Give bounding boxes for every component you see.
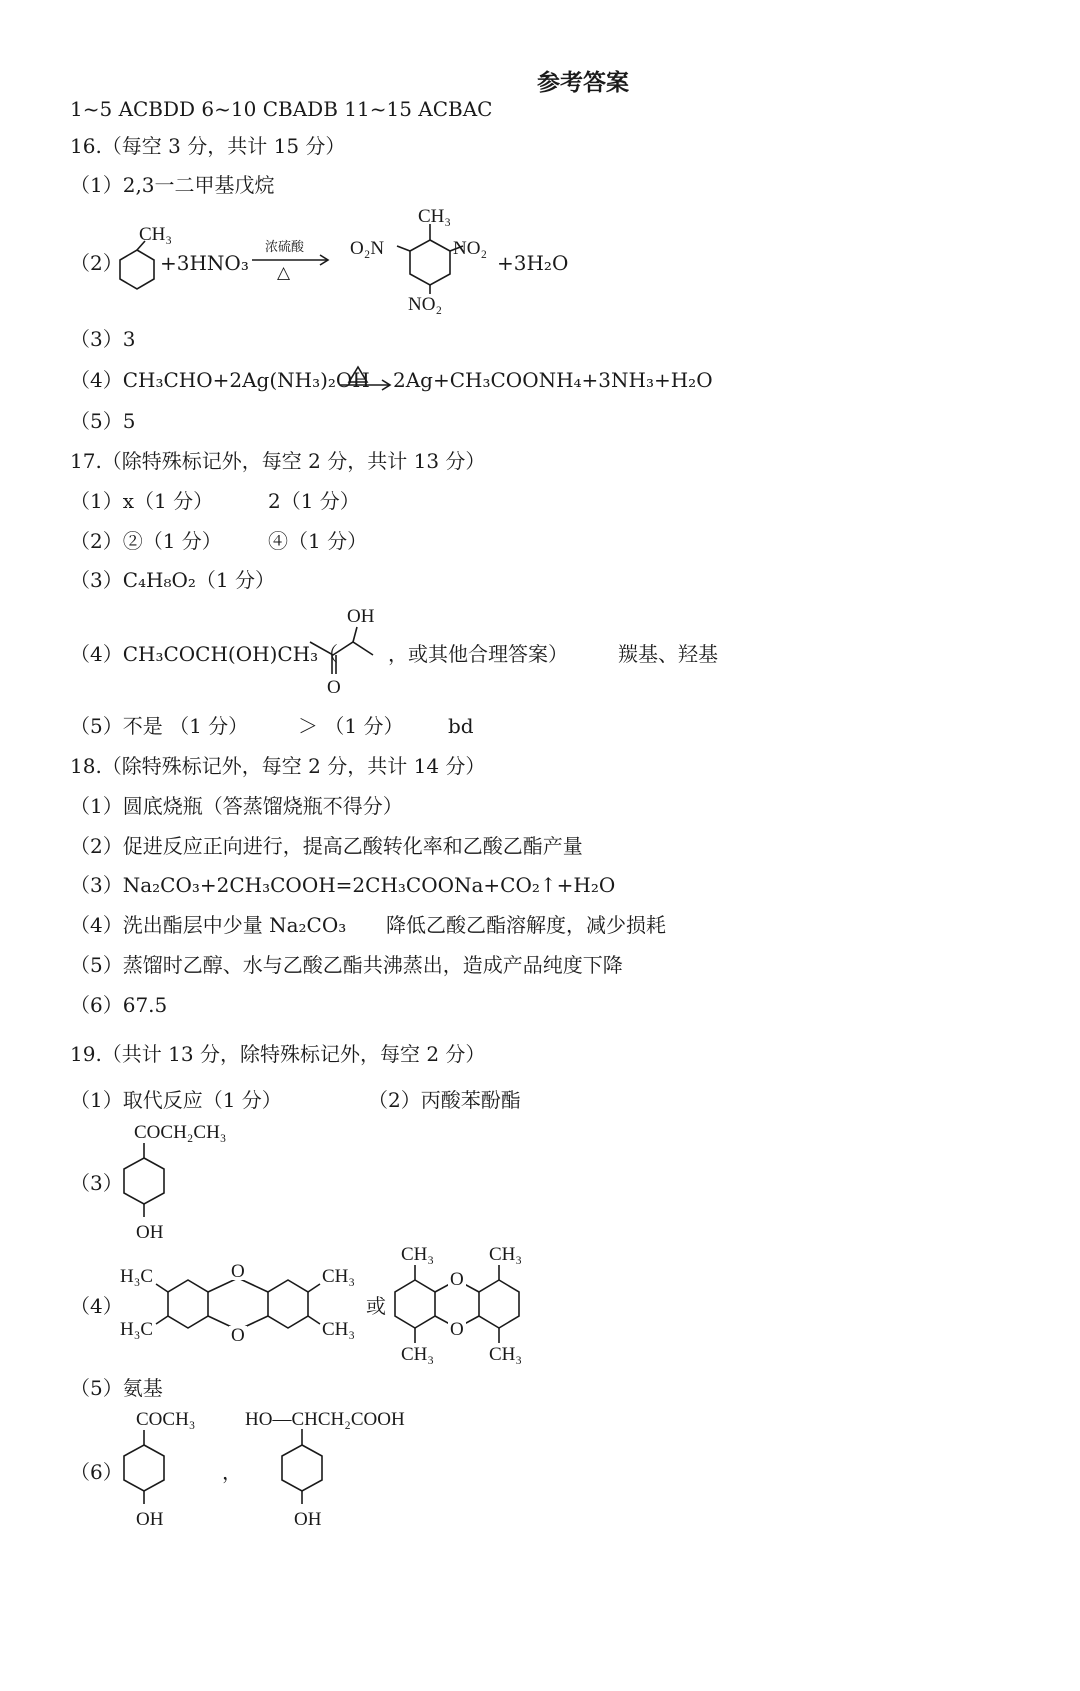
hydroxybutanone-skeletal	[305, 600, 395, 700]
multiple-choice-answers: 1~5 ACBDD 6~10 CBADB 11~15 ACBAC	[70, 97, 493, 121]
q19-answer-4-label: （4）	[70, 1294, 123, 1318]
dioxin-a-ch3-bottom: CH₃	[322, 1319, 356, 1340]
q16-reagent: +3HNO₃	[160, 251, 249, 275]
dioxin-b-ch3-3: CH₃	[401, 1344, 435, 1365]
tnt-right-no2-label: NO₂	[453, 238, 488, 259]
dioxin-b-ch3-2: CH₃	[489, 1244, 523, 1265]
a6-comma: ，	[222, 1460, 242, 1484]
q19-answer-3-label: （3）	[70, 1171, 123, 1195]
q18-answer-2: （2）促进反应正向进行，提高乙酸转化率和乙酸乙酯产量	[70, 834, 583, 858]
dioxin-a-h3c-top: H₃C	[120, 1266, 154, 1287]
q17-answer-1b: 2（1 分）	[268, 489, 360, 513]
q18-answer-5: （5）蒸馏时乙醇、水与乙酸乙酯共沸蒸出，造成产品纯度下降	[70, 953, 623, 977]
a6b-oh-label: OH	[294, 1509, 322, 1530]
skeletal-o-label: O	[327, 677, 341, 698]
hydroxyphenyl-acid-structure	[240, 1405, 440, 1535]
dioxin-b-ch3-4: CH₃	[489, 1344, 523, 1365]
q16-header: 16.（每空 3 分，共计 15 分）	[70, 134, 346, 158]
q17-answer-2b: ④（1 分）	[268, 529, 368, 553]
dioxin-a-o-bottom: O	[231, 1325, 245, 1346]
q16-answer-4-right: 2Ag+CH₃COONH₄+3NH₃+H₂O	[393, 368, 713, 392]
q16-answer-4-left: （4）CH₃CHO+2Ag(NH₃)₂OH	[70, 368, 370, 392]
q19-answer-6-label: （6）	[70, 1460, 123, 1484]
q18-answer-1: （1）圆底烧瓶（答蒸馏烧瓶不得分）	[70, 794, 403, 818]
dioxin-a-ch3-top: CH₃	[322, 1266, 356, 1287]
a6a-oh-label: OH	[136, 1509, 164, 1530]
q16-heat: △	[277, 263, 291, 283]
dioxin-structure-b	[385, 1232, 545, 1372]
q19-answer-1: （1）取代反应（1 分）	[70, 1088, 282, 1112]
skeletal-oh-label: OH	[347, 606, 375, 627]
q19-header: 19.（共计 13 分，除特殊标记外，每空 2 分）	[70, 1042, 486, 1066]
q17-answer-3: （3）C₄H₈O₂（1 分）	[70, 568, 275, 592]
q18-answer-4a: （4）洗出酯层中少量 Na₂CO₃	[70, 913, 347, 937]
dioxin-a-h3c-bottom: H₃C	[120, 1319, 154, 1340]
q16-answer-3: （3）3	[70, 327, 136, 351]
q17-answer-5a: （5）不是 （1 分）	[70, 714, 249, 738]
a6a-top-label: COCH₃	[136, 1409, 196, 1430]
q17-answer-4b: ，或其他合理答案）	[388, 642, 568, 666]
dioxin-b-o-top: O	[450, 1269, 464, 1290]
q19-answer-5: （5）氨基	[70, 1376, 163, 1400]
or-connector: 或	[366, 1294, 386, 1318]
q16-answer-2-label: （2）	[70, 251, 123, 275]
tnt-bottom-no2-label: NO₂	[408, 294, 443, 315]
q17-answer-1a: （1）x（1 分）	[70, 489, 214, 513]
hydroxyacetophenone-structure	[112, 1405, 222, 1535]
q17-answer-4c: 羰基、羟基	[618, 642, 718, 666]
q18-answer-6: （6）67.5	[70, 993, 168, 1017]
toluene-ch3-label: CH₃	[139, 224, 173, 245]
reaction-arrow-2	[338, 360, 398, 395]
q16-condition: 浓硫酸	[265, 240, 305, 255]
q17-answer-5c: bd	[448, 714, 474, 738]
dioxin-structure-a	[112, 1245, 367, 1365]
q17-header: 17.（除特殊标记外，每空 2 分，共计 13 分）	[70, 449, 486, 473]
a6b-top-label: HO—CHCH₂COOH	[245, 1409, 405, 1430]
a3-top-label: COCH₂CH₃	[134, 1122, 227, 1143]
dioxin-b-ch3-1: CH₃	[401, 1244, 435, 1265]
q18-header: 18.（除特殊标记外，每空 2 分，共计 14 分）	[70, 754, 486, 778]
q17-answer-5b: ＞ （1 分）	[298, 714, 404, 738]
tnt-left-no2-label: O₂N	[350, 238, 385, 259]
q16-water: +3H₂O	[497, 251, 569, 275]
tnt-structure	[345, 200, 505, 315]
propiophenol-structure	[112, 1118, 252, 1246]
dioxin-b-o-bottom: O	[450, 1319, 464, 1340]
q18-answer-3: （3）Na₂CO₃+2CH₃COOH=2CH₃COONa+CO₂↑+H₂O	[70, 873, 616, 897]
q18-answer-4b: 降低乙酸乙酯溶解度，减少损耗	[386, 913, 666, 937]
q16-answer-1: （1）2,3一二甲基戊烷	[70, 173, 275, 197]
q17-answer-2a: （2）②（1 分）	[70, 529, 222, 553]
page-title: 参考答案	[537, 69, 629, 96]
tnt-ch3-label: CH₃	[418, 206, 452, 227]
q17-answer-4a: （4）CH₃COCH(OH)CH₃（	[70, 642, 339, 666]
toluene-structure	[112, 224, 173, 298]
dioxin-a-o-top: O	[231, 1261, 245, 1282]
q19-answer-2: （2）丙酸苯酚酯	[368, 1088, 521, 1112]
q16-answer-5: （5）5	[70, 409, 136, 433]
a3-oh-label: OH	[136, 1222, 164, 1243]
